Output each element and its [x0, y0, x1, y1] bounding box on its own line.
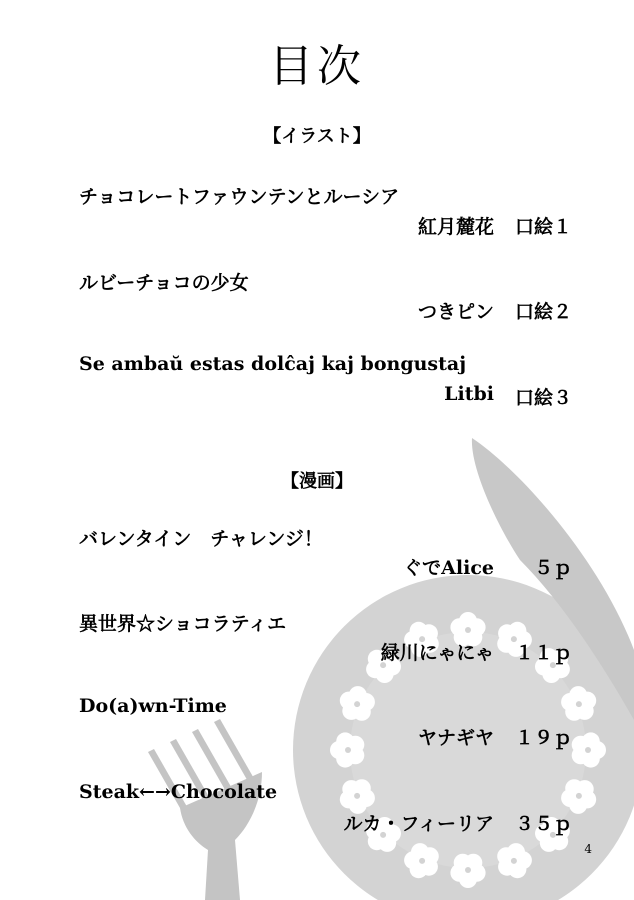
entry-credit [403, 553, 572, 580]
entry-page: １１ｐ [514, 642, 572, 664]
entry-credit [418, 723, 572, 750]
entry-credit [444, 383, 572, 410]
entry-title: チョコレートファウンテンとルーシア [79, 186, 400, 208]
entry-title: バレンタイン チャレンジ！ [79, 528, 323, 550]
entry-credit [381, 638, 572, 665]
page-title: 目次 [269, 41, 365, 92]
entry-page: ３５ｐ [514, 813, 572, 835]
entry-author: ルカ・フィーリア [343, 813, 494, 835]
section-heading-illustrations: 【イラスト】 [263, 126, 371, 147]
fork-icon [148, 719, 262, 900]
entry-author: ヤナギヤ [417, 727, 494, 749]
entry-credit [344, 809, 572, 836]
entry-title: Steak←→Chocolate [79, 781, 278, 803]
entry-title: Se ambaŭ estas dolĉaj kaj bongustaj [79, 353, 467, 375]
entry-page: 口絵２ [514, 301, 572, 323]
entry-author: Litbi [444, 383, 494, 405]
entry-credit [418, 297, 572, 324]
entry-author: つきピン [417, 301, 494, 323]
entry-page: 口絵１ [514, 216, 572, 238]
entry-credit [418, 212, 572, 239]
entry-author: 紅月麓花 [417, 216, 494, 238]
entry-title: Do(a)wn-Time [79, 695, 227, 717]
entry-page: ５ｐ [533, 557, 572, 579]
entry-author: 緑川にゃにゃ [380, 642, 494, 664]
entry-title: ルビーチョコの少女 [79, 272, 249, 294]
entry-author: ぐでAlice [403, 557, 494, 579]
entry-page: 口絵３ [514, 387, 572, 409]
entry-page: １９ｐ [514, 727, 572, 749]
entry-title: 異世界☆ショコラティエ [79, 613, 287, 635]
page-number: 4 [584, 842, 592, 856]
section-heading-manga: 【漫画】 [281, 471, 353, 492]
